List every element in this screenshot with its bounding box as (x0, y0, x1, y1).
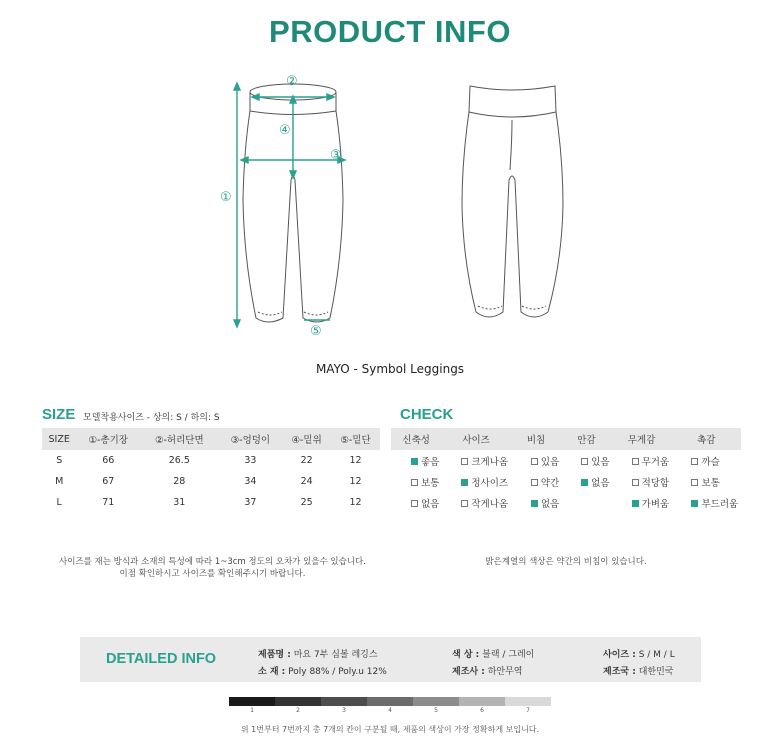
color-swatch (505, 697, 551, 706)
detail-maker (452, 664, 522, 677)
marker-3: ③ (330, 148, 342, 163)
detail-panel (80, 637, 701, 682)
color-scale-bar (229, 697, 551, 706)
check-cell (441, 492, 510, 513)
size-col-header: ②-허리단면 (140, 428, 218, 450)
check-option-label: 없음 (591, 477, 610, 489)
size-cell: 67 (102, 476, 115, 487)
check-footnote: 밝은계열의 색상은 약간의 비침이 있습니다. (485, 557, 647, 567)
color-scale-number: 7 (526, 707, 530, 714)
detail-title: DETAILED INFO (106, 651, 217, 667)
check-cell (511, 471, 561, 492)
size-cell: 66 (102, 455, 115, 466)
check-row (391, 471, 741, 492)
checked-box-icon (632, 500, 639, 507)
color-value: 블랙 / 그레이 (482, 650, 535, 660)
country-label: 제조국 : (603, 667, 636, 677)
maker-label: 제조사 : (452, 667, 485, 677)
maker-value: 하안무역 (487, 667, 523, 677)
check-cell (391, 450, 441, 471)
size-heading: SIZE (42, 406, 76, 423)
size-cell: 34 (244, 476, 257, 487)
check-option-label: 정사이즈 (471, 477, 509, 489)
color-swatch (459, 697, 505, 706)
check-option-label: 까슬 (701, 456, 720, 468)
leggings-diagram (0, 70, 780, 335)
marker-4: ④ (279, 123, 291, 138)
color-swatch (275, 697, 321, 706)
check-table (391, 428, 741, 513)
size-row (42, 492, 380, 513)
size-cell: 12 (349, 497, 362, 508)
product-name: MAYO - Symbol Leggings (315, 362, 465, 376)
leggings-back (462, 86, 563, 317)
size-cell: 31 (173, 497, 186, 508)
detail-product (258, 647, 378, 660)
checked-box-icon (461, 479, 468, 486)
check-option-label: 무거움 (641, 456, 670, 468)
color-scale-number: 5 (434, 707, 438, 714)
check-cell (561, 471, 611, 492)
color-swatch (229, 697, 275, 706)
size-cell: 28 (173, 476, 186, 487)
check-col-header: 사이즈 (441, 428, 510, 450)
check-cell (561, 492, 611, 513)
check-table-header (391, 428, 741, 450)
size-cell: S (56, 455, 63, 466)
check-heading: CHECK (400, 406, 454, 423)
check-option-label: 없음 (540, 498, 560, 510)
check-col-header: 신축성 (391, 428, 441, 450)
unchecked-box-icon (691, 479, 698, 486)
size-col-header: ③-엉덩이 (219, 428, 283, 450)
size-cell: 25 (300, 497, 313, 508)
check-col-header: 안감 (561, 428, 611, 450)
product-label: 제품명 : (258, 650, 291, 660)
marker-5: ⑤ (310, 324, 322, 335)
page-title: PRODUCT INFO (269, 14, 511, 49)
color-swatch (367, 697, 413, 706)
detail-material (258, 664, 387, 677)
marker-1: ① (220, 190, 232, 205)
size-col-header: ①-총기장 (76, 428, 140, 450)
unchecked-box-icon (531, 479, 538, 486)
size-table (42, 428, 380, 513)
size-row (42, 450, 380, 471)
size-cell: 24 (300, 476, 313, 487)
color-scale-number: 6 (480, 707, 484, 714)
check-option-label: 적당함 (641, 477, 670, 489)
check-cell (612, 450, 672, 471)
material-value: Poly 88% / Poly.u 12% (288, 667, 387, 677)
check-cell (391, 492, 441, 513)
size-value: S / M / L (638, 650, 675, 660)
check-row (391, 450, 741, 471)
check-option-label: 부드러움 (701, 498, 739, 510)
check-cell (511, 450, 561, 471)
check-option-label: 없음 (421, 498, 440, 510)
detail-size (603, 647, 675, 660)
check-cell (671, 450, 741, 471)
checked-box-icon (581, 479, 588, 486)
color-swatch (321, 697, 367, 706)
unchecked-box-icon (531, 458, 538, 465)
size-cell: L (56, 497, 62, 508)
size-cell: 22 (300, 455, 313, 466)
country-value: 대한민국 (638, 667, 674, 677)
unchecked-box-icon (632, 458, 639, 465)
check-option-label: 보통 (701, 477, 720, 489)
size-col-header: ⑤-밑단 (331, 428, 380, 450)
check-option-label: 보통 (421, 477, 440, 489)
size-row (42, 471, 380, 492)
size-label: 사이즈 : (603, 650, 636, 660)
color-scale-number: 1 (250, 707, 254, 714)
check-col-header: 무게감 (612, 428, 672, 450)
unchecked-box-icon (411, 479, 418, 486)
color-scale-numbers (229, 707, 551, 714)
unchecked-box-icon (461, 458, 468, 465)
detail-color (452, 647, 534, 660)
check-cell (441, 471, 510, 492)
size-cell: 12 (349, 476, 362, 487)
color-label: 색 상 : (452, 650, 480, 660)
material-label: 소 재 : (258, 667, 286, 677)
unchecked-box-icon (691, 458, 698, 465)
size-cell: 33 (244, 455, 257, 466)
detail-country (603, 664, 673, 677)
checked-box-icon (691, 500, 698, 507)
unchecked-box-icon (411, 500, 418, 507)
check-col-header: 촉감 (671, 428, 741, 450)
model-size-note: 모델착용사이즈 - 상의: S / 하의: S (83, 413, 220, 423)
product-value: 마요 7부 심볼 레깅스 (293, 650, 378, 660)
check-cell (511, 492, 561, 513)
color-scale-number: 3 (342, 707, 346, 714)
check-option-label: 가벼움 (641, 498, 670, 510)
check-cell (671, 471, 741, 492)
size-cell: 37 (244, 497, 257, 508)
check-option-label: 있음 (540, 456, 560, 468)
color-scale-number: 2 (296, 707, 300, 714)
size-cell: M (55, 476, 64, 487)
size-table-header (42, 428, 380, 450)
color-swatch (413, 697, 459, 706)
check-cell (612, 492, 672, 513)
check-option-label: 크게나옴 (471, 456, 509, 468)
unchecked-box-icon (632, 479, 639, 486)
size-cell: 26.5 (168, 455, 190, 466)
check-cell (441, 450, 510, 471)
size-footnote (40, 556, 385, 580)
size-cell: 71 (102, 497, 115, 508)
size-cell: 12 (349, 455, 362, 466)
check-cell (561, 450, 611, 471)
size-col-header: SIZE (42, 428, 76, 450)
size-col-header: ④-밑위 (282, 428, 331, 450)
check-option-label: 약간 (540, 477, 560, 489)
check-option-label: 있음 (591, 456, 610, 468)
size-footnote-line1: 사이즈를 재는 방식과 소재의 특성에 따라 1~3cm 정도의 오차가 있을수 있습니다. (59, 557, 366, 567)
checked-box-icon (531, 500, 538, 507)
color-scale-number: 4 (388, 707, 392, 714)
check-col-header: 비침 (511, 428, 561, 450)
check-row (391, 492, 741, 513)
check-option-label: 작게나옴 (471, 498, 509, 510)
check-cell (671, 492, 741, 513)
check-option-label: 좋음 (421, 456, 440, 468)
check-cell (391, 471, 441, 492)
marker-2: ② (286, 74, 298, 89)
check-cell (612, 471, 672, 492)
unchecked-box-icon (581, 458, 588, 465)
checked-box-icon (411, 458, 418, 465)
size-footnote-line2: 이점 확인하시고 사이즈를 확인해주시기 바랍니다. (119, 569, 306, 579)
unchecked-box-icon (461, 500, 468, 507)
color-scale-note: 위 1번부터 7번까지 총 7개의 칸이 구분될 때, 제품의 색상이 가장 정확하게 보입니다. (240, 725, 540, 734)
